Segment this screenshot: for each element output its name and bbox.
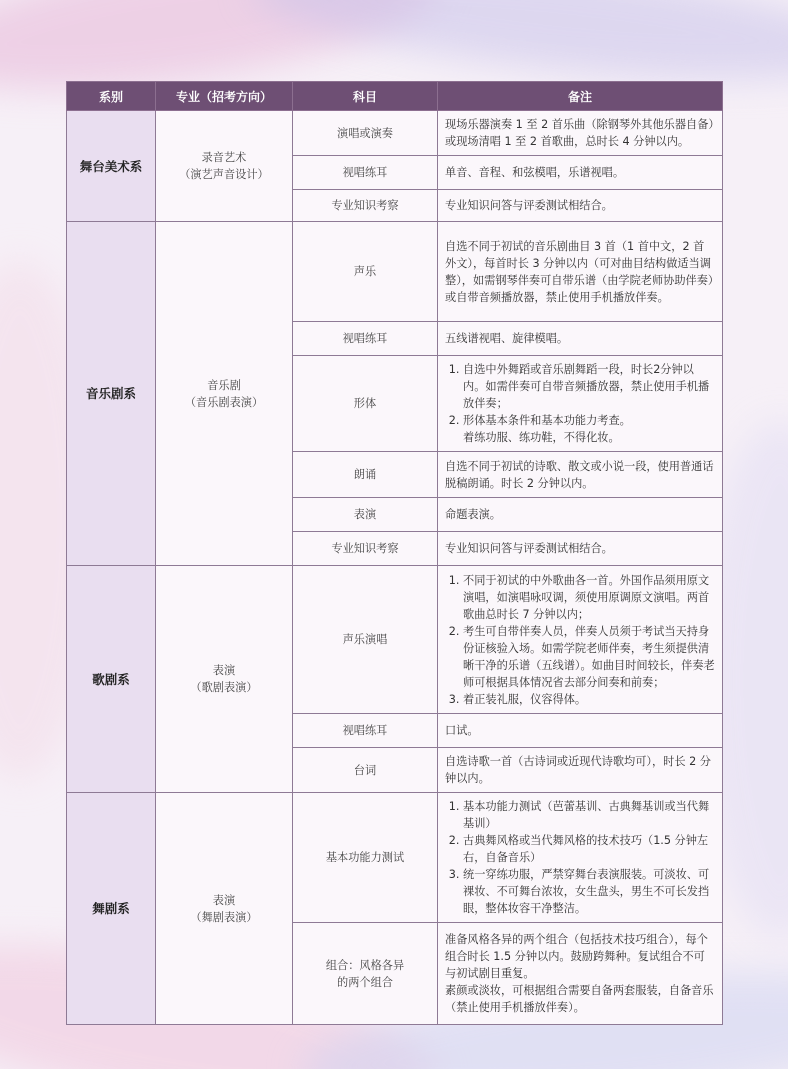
note-cell: 口试。 [438,714,723,748]
major-cell [156,222,293,566]
note-cell: 自选诗歌一首（古诗词或近现代诗歌均可），时长 2 分钟以内。 [438,748,723,793]
subject-line: 组合：风格各异 [325,958,405,972]
note-cell [438,566,723,714]
header-note: 备注 [438,82,723,111]
subject-line: 形体 [353,397,377,410]
subject-cell [293,532,438,566]
subject-line: 朗诵 [353,468,377,481]
subject-cell [293,793,438,923]
note-list-item: 2. 考生可自带伴奏人员，伴奏人员须于考试当天持身份证核验入场。如需学院老师伴奏，考生须提供清晰干净的乐谱（五线谱）。如曲目时间较长，伴奏老师可根据具体情况省去部分间奏和前奏； [463,623,715,691]
subject-line: 声乐 [353,265,377,278]
subject-line: 表演 [353,508,377,521]
major-line: 表演 [212,664,236,677]
subject-cell [293,923,438,1025]
note-cell: 五线谱视唱、旋律模唱。 [438,322,723,356]
note-tail: 着练功服、练功鞋，不得化妆。 [463,431,620,444]
subject-line: 视唱练耳 [342,166,388,179]
table-body [67,111,723,1025]
subject-cell [293,322,438,356]
header-subject: 科目 [293,82,438,111]
table-row [67,111,723,156]
subject-line: 演唱或演奏 [337,126,393,140]
note-list [445,798,715,917]
major-line: （歌剧表演） [190,681,258,694]
note-list [445,361,715,429]
subject-cell [293,566,438,714]
note-list [445,572,715,708]
major-line: 音乐剧 [207,378,241,392]
subject-line: 的两个组合 [337,975,393,989]
subject-line: 基本功能力测试 [325,851,405,864]
subject-cell [293,111,438,156]
major-line: 表演 [212,893,236,907]
note-list-item: 2. 古典舞风格或当代舞风格的技术技巧（1.5 分钟左右，自备音乐） [463,832,715,866]
note-list-item: 2. 形体基本条件和基本功能力考查。 [463,412,715,429]
subject-cell [293,156,438,190]
subject-cell [293,356,438,452]
major-line: （舞剧表演） [190,910,258,924]
subject-cell [293,748,438,793]
note-cell: 单音、音程、和弦模唱，乐谱视唱。 [438,156,723,190]
exam-table [66,81,723,1025]
note-cell: 专业知识问答与评委测试相结合。 [438,190,723,222]
subject-line: 专业知识考察 [331,199,399,212]
note-list-item: 3. 统一穿练功服，严禁穿舞台表演服装。可淡妆、可裸妆、不可舞台浓妆，女生盘头，男生不可长发挡眼，整体妆容干净整洁。 [463,866,715,917]
note-paragraph: 素颜或淡妆，可根据组合需要自备两套服装，自备音乐（禁止使用手机播放伴奏）。 [445,984,714,1014]
subject-cell [293,190,438,222]
note-cell [438,793,723,923]
note-cell [438,923,723,1025]
note-cell: 命题表演。 [438,498,723,532]
subject-cell [293,222,438,322]
major-cell [156,111,293,222]
table-row [67,222,723,322]
subject-cell [293,714,438,748]
note-cell: 现场乐器演奏 1 至 2 首乐曲（除钢琴外其他乐器自备）或现场清唱 1 至 2 首歌曲，总时长 4 分钟以内。 [438,111,723,156]
dept-cell: 舞剧系 [67,793,156,1025]
major-cell [156,566,293,793]
note-cell: 自选不同于初试的音乐剧曲目 3 首（1 首中文，2 首外文），每首时长 3 分钟以内（可对曲目结构做适当调整），如需钢琴伴奏可自带乐谱（由学院老师协助伴奏）或自带音频播放器，禁止使用手机播放伴奏。 [438,222,723,322]
note-list-item: 3. 着正装礼服，仪容得体。 [463,691,715,708]
subject-cell [293,498,438,532]
major-line: （音乐剧表演） [184,395,264,409]
note-list-item: 1. 自选中外舞蹈或音乐剧舞蹈一段，时长2分钟以内。如需伴奏可自带音频播放器，禁止使用手机播放伴奏； [463,361,715,412]
subject-cell [293,452,438,498]
note-list-item: 1. 基本功能力测试（芭蕾基训、古典舞基训或当代舞基训） [463,798,715,832]
dept-cell: 音乐剧系 [67,222,156,566]
table-row [67,793,723,923]
note-cell [438,356,723,452]
dept-cell: 舞台美术系 [67,111,156,222]
subject-line: 声乐演唱 [342,633,388,646]
note-cell: 专业知识问答与评委测试相结合。 [438,532,723,566]
major-line: （演艺声音设计） [179,168,269,181]
major-line: 录音艺术 [201,151,247,164]
table-row [67,566,723,714]
subject-line: 视唱练耳 [342,724,388,737]
note-paragraph: 准备风格各异的两个组合（包括技术技巧组合），每个组合时长 1.5 分钟以内。鼓励跨舞种。复试组合不可与初试剧目重复。 [445,933,708,980]
table-header-row [67,82,723,111]
dept-cell: 歌剧系 [67,566,156,793]
subject-line: 视唱练耳 [342,332,388,345]
subject-line: 台词 [353,763,377,777]
note-cell: 自选不同于初试的诗歌、散文或小说一段，使用普通话脱稿朗诵。时长 2 分钟以内。 [438,452,723,498]
note-list-item: 1. 不同于初试的中外歌曲各一首。外国作品须用原文演唱，如演唱咏叹调，须使用原调原文演唱。两首歌曲总时长 7 分钟以内； [463,572,715,623]
header-major: 专业（招考方向） [156,82,293,111]
major-cell [156,793,293,1025]
header-dept: 系别 [67,82,156,111]
subject-line: 专业知识考察 [331,542,399,555]
